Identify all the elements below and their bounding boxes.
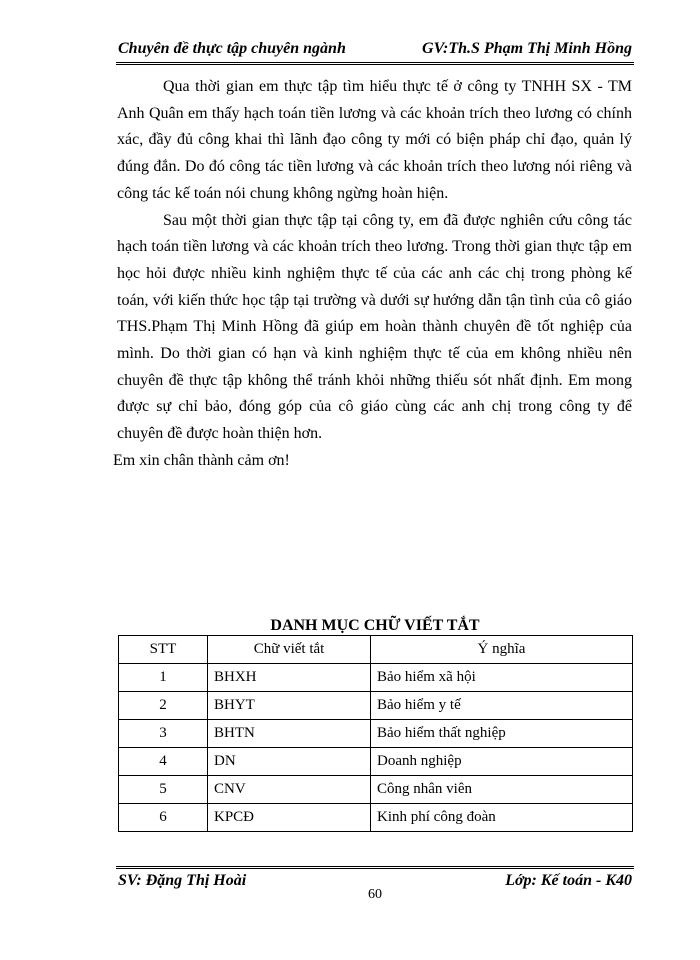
cell-stt: 4 [119, 748, 208, 776]
abbreviation-table [118, 635, 633, 832]
column-header-meaning: Ý nghĩa [371, 636, 633, 664]
paragraph: Qua thời gian em thực tập tìm hiểu thực tế ở công ty TNHH SX - TM Anh Quân em thấy hạch toán tiền lương và các khoản trích theo lương có chính xác, đầy đủ công khai thì lãnh đạo công ty mới có biện pháp chỉ đạo, quản lý đúng đắn. Do đó công tác tiền lương và các khoản trích theo lương nói riêng và công tác kế toán nói chung không ngừng hoàn hiện. [117, 78, 632, 202]
header-divider [116, 62, 634, 65]
cell-meaning: Doanh nghiệp [371, 748, 633, 776]
cell-stt: 2 [119, 692, 208, 720]
body-text [113, 74, 632, 475]
header-topic: Chuyên đề thực tập chuyên ngành [118, 40, 346, 57]
cell-stt: 5 [119, 776, 208, 804]
cell-stt: 6 [119, 804, 208, 832]
cell-meaning: Bảo hiểm thất nghiệp [371, 720, 633, 748]
header-instructor: GV:Th.S Phạm Thị Minh Hồng [422, 40, 632, 57]
cell-abbreviation: DN [208, 748, 371, 776]
cell-abbreviation: BHXH [208, 664, 371, 692]
cell-meaning: Kinh phí công đoàn [371, 804, 633, 832]
closing-line: Em xin chân thành cảm ơn! [113, 451, 290, 469]
cell-stt: 3 [119, 720, 208, 748]
table-row [119, 748, 633, 776]
footer-class: Lớp: Kế toán - K40 [505, 872, 632, 889]
table-row [119, 776, 633, 804]
column-header-stt: STT [119, 636, 208, 664]
table-row [119, 664, 633, 692]
cell-meaning: Bảo hiểm xã hội [371, 664, 633, 692]
cell-abbreviation: BHTN [208, 720, 371, 748]
page-header [116, 38, 634, 62]
paragraph: Sau một thời gian thực tập tại công ty, em đã được nghiên cứu công tác hạch toán tiền lương và các khoản trích theo lương. Trong thời gian thực tập em học hỏi được nhiều kinh nghiệm thực tế của các anh các chị trong phòng kế toán, với kiến thức học tập tại trường và dưới sự hướng dẫn tận tình của cô giáo THS.Phạm Thị Minh Hồng đã giúp em hoàn thành chuyên đề tốt nghiệp của mình. Do thời gian có hạn và kinh nghiệm thực tế của em không nhiều nên chuyên đề thực tập không thể tránh khỏi những thiếu sót nhất định. Em mong được sự chỉ bảo, đóng góp của cô giáo cùng các anh chị trong công ty để chuyên đề được hoàn thiện hơn. [117, 211, 632, 443]
footer-student: SV: Đặng Thị Hoài [118, 872, 247, 889]
cell-abbreviation: BHYT [208, 692, 371, 720]
table-row [119, 692, 633, 720]
table-header-row [119, 636, 633, 664]
cell-meaning: Công nhân viên [371, 776, 633, 804]
abbreviation-table-title: DANH MỤC CHỮ VIẾT TẮT [270, 617, 480, 634]
cell-abbreviation: CNV [208, 776, 371, 804]
cell-stt: 1 [119, 664, 208, 692]
footer-divider [116, 866, 634, 869]
table-row [119, 720, 633, 748]
cell-meaning: Bảo hiểm y tế [371, 692, 633, 720]
cell-abbreviation: KPCĐ [208, 804, 371, 832]
column-header-abbreviation: Chữ viết tắt [208, 636, 371, 664]
table-row [119, 804, 633, 832]
page-number: 60 [368, 887, 382, 902]
